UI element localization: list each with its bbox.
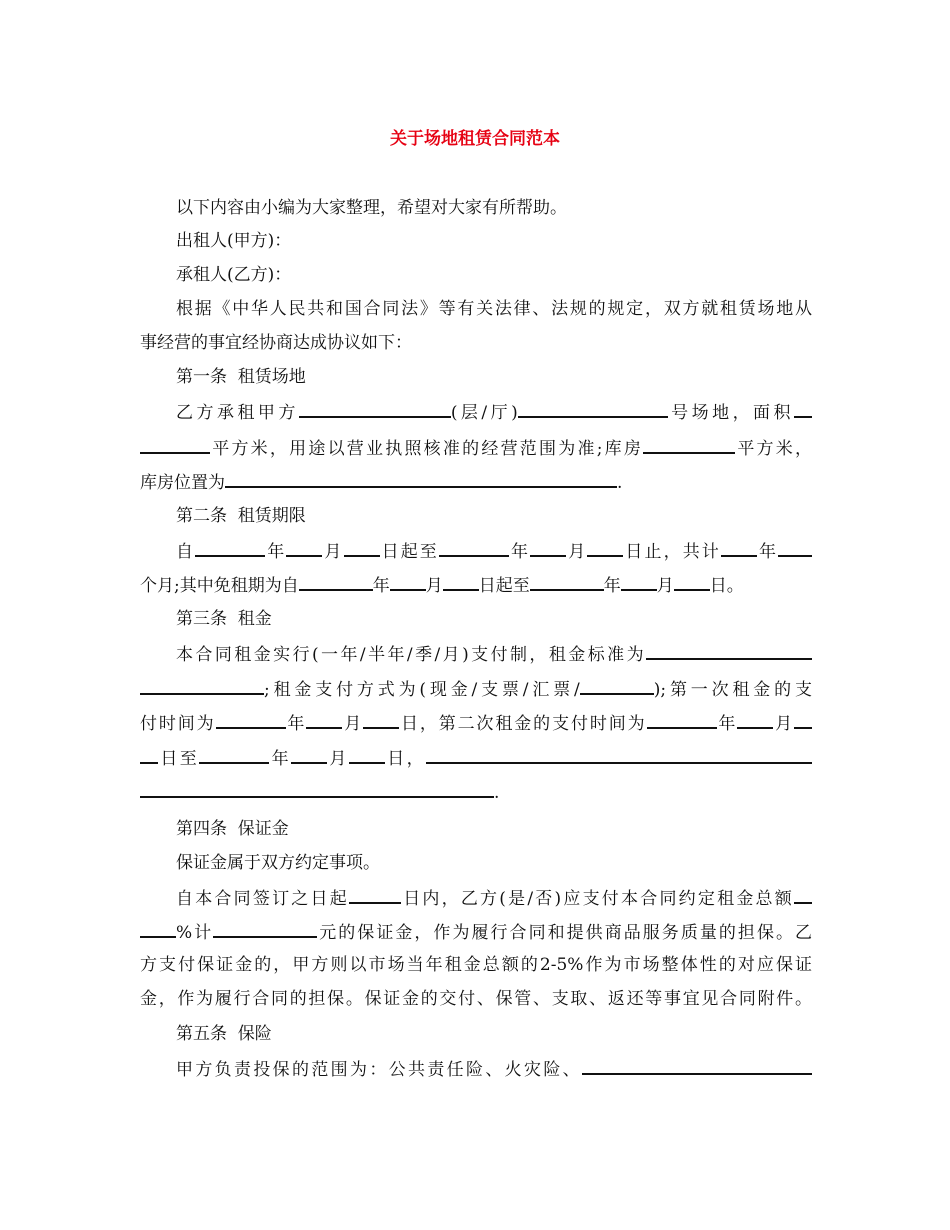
blank [721, 539, 757, 557]
blank [140, 920, 176, 938]
article-4-line-2: 自本合同签订之日起 日内，乙方(是/否)应支付本合同约定租金总额 [140, 886, 812, 908]
blank [140, 780, 494, 798]
blank [299, 400, 451, 418]
intro-line: 以下内容由小编为大家整理，希望对大家有所帮助。 [176, 198, 567, 218]
blank [344, 539, 380, 557]
article-2-heading: 第二条 租赁期限 [176, 506, 306, 526]
blank [299, 573, 373, 591]
blank [195, 539, 265, 557]
article-5-heading: 第五条 保险 [176, 1024, 272, 1044]
article-1-line-3: 库房位置为 . [140, 470, 812, 492]
article-3-line-4: 日至 年 月 日， [140, 746, 812, 768]
article-4-heading: 第四条 保证金 [176, 819, 289, 839]
article-1-line-1: 乙方承租甲方 (层/厅) 号场地，面积 [140, 400, 812, 422]
article-3-line-3: 付时间为 年 月 日，第二次租金的支付时间为 年 月 [140, 711, 812, 733]
article-4-line-3: %计 元的保证金，作为履行合同和提供商品服务质量的担保。乙 [140, 920, 812, 942]
blank [213, 920, 317, 938]
blank [582, 1057, 812, 1075]
blank [794, 400, 812, 418]
preamble-line-1: 根据《中华人民共和国合同法》等有关法律、法规的规定，双方就租赁场地从 [176, 299, 812, 319]
article-4-line-4: 方支付保证金的，甲方则以市场当年租金总额的2-5%作为市场整体性的对应保证 [140, 955, 812, 975]
blank [140, 436, 210, 454]
article-4-line-5: 金，作为履行合同的担保。保证金的交付、保管、支取、返还等事宜见合同附件。 [140, 989, 812, 1009]
blank [643, 436, 735, 454]
blank [291, 746, 327, 764]
article-3-line-1: 本合同租金实行(一年/半年/季/月)支付制，租金标准为 [140, 642, 812, 664]
blank [390, 573, 426, 591]
blank [443, 573, 479, 591]
blank [647, 711, 717, 729]
preamble-line-2: 事经营的事宜经协商达成协议如下： [140, 333, 412, 353]
blank [621, 573, 657, 591]
blank [778, 539, 812, 557]
article-3-line-5: . [140, 780, 812, 802]
article-4-line-1: 保证金属于双方约定事项。 [176, 853, 380, 873]
blank [306, 711, 342, 729]
blank [794, 886, 812, 904]
article-1-heading: 第一条 租赁场地 [176, 367, 306, 387]
article-1-line-2: 平方米，用途以营业执照核准的经营范围为准;库房 平方米， [140, 436, 812, 458]
article-5-line-1: 甲方负责投保的范围为：公共责任险、火灾险、 [140, 1057, 812, 1079]
blank [140, 677, 264, 695]
blank [518, 400, 668, 418]
article-3-heading: 第三条 租金 [176, 609, 272, 629]
blank [530, 539, 566, 557]
blank [140, 746, 158, 764]
blank [426, 746, 812, 764]
blank [794, 711, 812, 729]
blank [439, 539, 509, 557]
document-title: 关于场地租赁合同范本 [390, 129, 560, 149]
blank [587, 539, 623, 557]
article-2-line-2: 个月;其中免租期为自 年 月 日起至 年 月 日。 [140, 573, 812, 595]
blank [286, 539, 322, 557]
lessor-line: 出租人(甲方)： [176, 231, 292, 251]
blank [674, 573, 710, 591]
blank [349, 746, 385, 764]
blank [580, 677, 654, 695]
blank [216, 711, 286, 729]
blank [349, 886, 401, 904]
blank [363, 711, 399, 729]
blank [737, 711, 773, 729]
article-2-line-1: 自 年 月 日起至 年 月 日止，共计 年 [140, 539, 812, 561]
blank [530, 573, 604, 591]
blank [646, 642, 812, 660]
lessee-line: 承租人(乙方)： [176, 265, 292, 285]
blank [225, 470, 617, 488]
blank [199, 746, 269, 764]
article-3-line-2: ;租金支付方式为(现金/支票/汇票/ );第一次租金的支 [140, 677, 812, 699]
